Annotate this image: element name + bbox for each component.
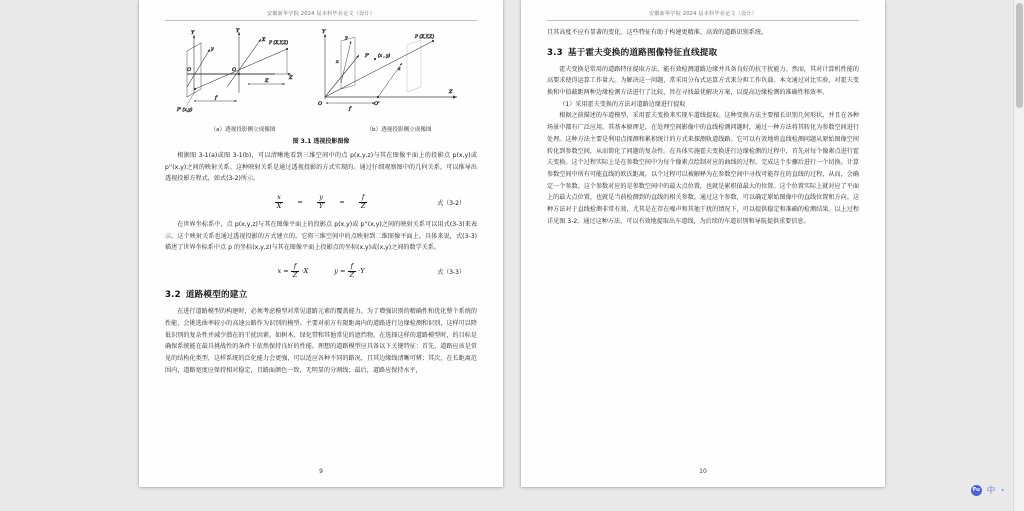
svg-text:P (X,Y,Z): P (X,Y,Z) — [269, 41, 289, 46]
figure-subcaptions — [165, 125, 477, 133]
svg-text:Z: Z — [265, 78, 269, 84]
page-header-left: 安徽新华学院 2024 届本科毕业论文（设计） — [165, 10, 477, 21]
svg-text:O: O — [318, 101, 323, 107]
figure-subcaption-a: （a）透视投影侧立成像图 — [210, 127, 276, 133]
paragraph: 在进行道路模型的构建时，必须考虑模型对常见道路元素的覆盖能力。为了增强识别的精确性和优化整个系统的性能，会挑选曲率较小的高速公路作为识别的模型。主要对前方有限距离内的道路进行边缘检测和识别，这样可以降低识别的复杂性并减少潜在的干扰因素。如树木、绿化带和其他常见的遮挡物。在选择这样的道路模型时，的目标是确保系统能在最具挑战性的条件下依然保持良好的性能。理想的道路模型应具备以下关键特征：首先，道路应该是常见的结构化类型，这样系统的泛化能力会更强，可以适应各种不同的路况，且其边缘线清晰可辨；其次，在长距离范围内，道路宽度应保持相对稳定，且路面颜色一致，无明显的分割线；最后，道路应保持水平， — [165, 308, 477, 374]
paragraph: （1）采用霍夫变换的方法对道路边缘进行提取 — [559, 100, 686, 108]
figure-subcaption-b: （b）透视投影侧立成像图 — [366, 127, 432, 133]
svg-text:Y: Y — [322, 29, 326, 35]
page-header-right: 安徽新华学院 2024 届本科毕业论文（设计） — [547, 10, 859, 21]
figure-caption: 图 3.1 透视投影图像 — [292, 138, 350, 145]
svg-text:(x , y): (x , y) — [378, 53, 390, 58]
svg-text:O: O — [232, 67, 237, 73]
svg-text:f: f — [349, 106, 351, 112]
svg-text:Y: Y — [236, 28, 240, 34]
svg-text:Z: Z — [289, 75, 293, 81]
svg-text:X: X — [262, 38, 266, 43]
paragraph: 根据之前描述的车道模型，采用霍夫变换来实现车道线提取。这种变换方法主要擅长识别几何形状，并且在各种场景中都有广泛应用。其基本原理是，在处理空间影像中的直线检测问题时，通过一种方法将其转化为参数空间进行处理。这种方法主要是利用点探测和累积统计的方式来探测轨道线路。它可以有效地将直线检测问题从原始图像空间转化到参数空间，从而简化了问题的复杂性。在具体实施霍夫变换进行边缘检测的过程中，首先对每个像素点进行霍夫变换。这个过程实际上是在参数空间中为每个像素点绘制对应的曲线的过程。完成这个步骤后进行一个切换。计算参数空间中所有可能直线的欧氏距离，以个过程可以被解释为在参数空间中寻找可能存在的直线的过程，从而，会确定一个参数。这个参数对应的是参数空间中的最大点位置，也就是累积值最大的位置。这个位置实际上就对应了平面上的最大点位置，也就是当前检测到的直线的相关参数。通过这个参数，可以确定原始图像中的直线位置和方向。这种方法对于直线检测非常有效，尤其是在存在噪声和其他干扰的情况下，可以提供稳定和准确的检测结果。以上过程详见图 3-2。通过这种方法，可以有效地提取出车道线，为后续的车道识别和导航提供重要信息。 — [547, 112, 859, 225]
svg-text:x: x — [398, 67, 401, 72]
equation-label: 式（3-2） — [437, 199, 465, 207]
ime-mode-label[interactable]: 中 — [986, 486, 996, 496]
svg-text:P (X,Y,Z): P (X,Y,Z) — [415, 35, 435, 40]
paragraph: 在世界坐标系中，点 p(x,y,z)与其在图像平面上的投影点 p(x,y)或 p''(x,y)之间的映射关系可以用式(3-3)来表示。这个映射关系也通过透视投影的方式建立的。它将三维空间中的点映射到二维图像平面上。具体来说，式(3-3)描述了世界坐标系中点 p 的坐标(x,y,z)与其在图像平面上投影点的坐标(x,y)或(x,y)之间的数学关系。 — [165, 221, 477, 252]
ime-separator-icon: • — [1000, 485, 1005, 495]
svg-text:x: x — [336, 60, 339, 65]
svg-text:P' (x,y): P' (x,y) — [177, 108, 193, 113]
vertical-scrollbar[interactable] — [1013, 0, 1024, 511]
section-number: 3.2 — [165, 290, 181, 301]
ime-indicator[interactable] — [971, 484, 1005, 496]
section-title: 基于霍夫变换的道路图像特征直线提取 — [567, 47, 718, 58]
equation-3-3: x = $\frac{f}{Z}$ ·X y = $\frac{f}{Z}$ ·Y 式（3-3） — [277, 262, 465, 280]
paragraph: 根据图 3-1(a)或图 3-1(b)，可以清晰地看到三维空间中的点 p(x,y,z)与其在图像平面上的投影点 p(x,y)或 p''(x,y)之间的映射关系。这种映射关系是通过透视投影的方式实现的。通过仔细观察图中的几何关系，可以推导出透视投影方程式，如式(3-2)所示。 — [165, 152, 477, 183]
equation-label: 式（3-3） — [437, 268, 465, 276]
svg-text:Z: Z — [449, 89, 453, 95]
paragraph: 霍夫变换是常用的道路特征提取方法，能有效检测道路边缘并具备良好的抗干扰能力。然而，其对计算机性能的高要求使得运算工作量大。为解决这一问题，常采用分布式运算方式来分担工作负载。本文通过对比实验，对霍夫变换和中值截距两种边缘检测方法进行了比较，旨在寻找最优解决方案，以提高边缘检测的准确性和效率。 — [547, 65, 859, 97]
section-title: 道路模型的建立 — [185, 290, 248, 301]
page-number-right: 10 — [699, 468, 707, 475]
ime-logo-icon: Fu — [971, 485, 982, 496]
page-number-left: 9 — [319, 468, 323, 475]
figure-3-1 — [165, 27, 477, 124]
svg-text:O': O' — [374, 101, 380, 107]
svg-text:O: O — [187, 67, 192, 73]
section-heading-3-2 — [165, 288, 477, 300]
svg-text:P': P' — [365, 54, 370, 59]
section-number: 3.3 — [547, 47, 563, 58]
svg-text:y: y — [345, 36, 348, 41]
svg-text:Y: Y — [191, 30, 195, 36]
equation-3-2: $\frac{x}{X}$ = $\frac{y}{Y}$ = $\frac{f}{Z}$ 式（3-2） — [276, 193, 465, 210]
page-right[interactable] — [521, 0, 885, 487]
svg-text:f: f — [215, 95, 217, 101]
scrollbar-thumb[interactable] — [1016, 3, 1023, 108]
page-left[interactable] — [139, 0, 503, 487]
section-heading-3-3 — [547, 46, 859, 58]
paragraph: 且其高度不应有显著的变化。这些特征有助于构建更精准、高效的道路识别系统。 — [547, 29, 768, 36]
svg-text:y: y — [211, 47, 214, 52]
